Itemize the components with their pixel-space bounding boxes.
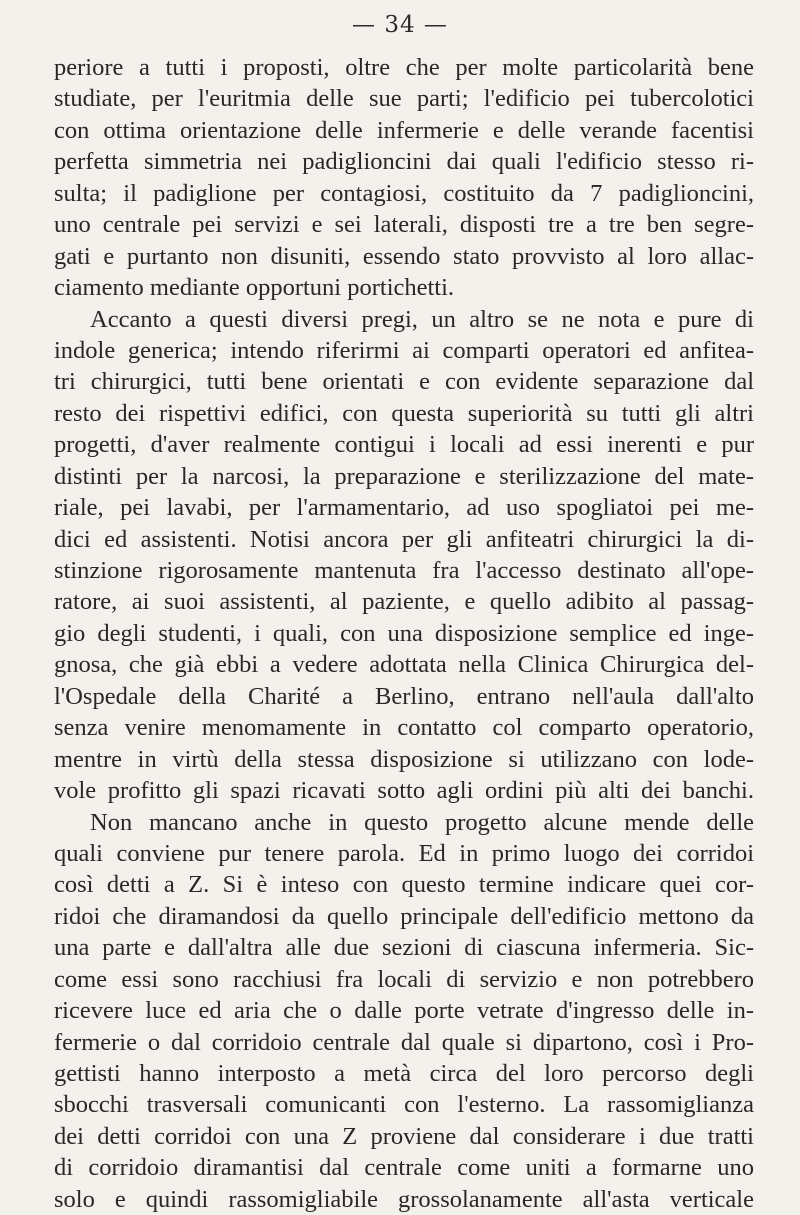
text-line: stinzione rigorosamente mantenuta fra l'accesso destinato all'ope- xyxy=(54,555,754,586)
text-line: l'Ospedale della Charité a Berlino, entrano nell'aula dall'alto xyxy=(54,681,754,712)
text-line: sbocchi trasversali comunicanti con l'esterno. La rassomiglianza xyxy=(54,1089,754,1120)
text-line: di corridoio diramantisi dal centrale come uniti a formarne uno xyxy=(54,1152,754,1183)
text-line: mentre in virtù della stessa disposizione si utilizzano con lode- xyxy=(54,744,754,775)
text-line: tri chirurgici, tutti bene orientati e con evidente separazione dal xyxy=(54,366,754,397)
text-line: uno centrale pei servizi e sei laterali, disposti tre a tre ben segre- xyxy=(54,209,754,240)
text-line: così detti a Z. Si è inteso con questo termine indicare quei cor- xyxy=(54,869,754,900)
body-text xyxy=(54,52,754,1215)
page-number: — 34 — xyxy=(0,12,800,38)
text-line: gnosa, che già ebbi a vedere adottata nella Clinica Chirurgica del- xyxy=(54,649,754,680)
text-line: gio degli studenti, i quali, con una disposizione semplice ed inge- xyxy=(54,618,754,649)
text-line: progetti, d'aver realmente contigui i locali ad essi inerenti e pur xyxy=(54,429,754,460)
text-line: dici ed assistenti. Notisi ancora per gli anfiteatri chirurgici la di- xyxy=(54,524,754,555)
text-line: gettisti hanno interposto a metà circa del loro percorso degli xyxy=(54,1058,754,1089)
text-line: Accanto a questi diversi pregi, un altro se ne nota e pure di xyxy=(54,304,754,335)
text-line: come essi sono racchiusi fra locali di servizio e non potrebbero xyxy=(54,964,754,995)
text-line: perfetta simmetria nei padiglioncini dai quali l'edificio stesso ri- xyxy=(54,146,754,177)
text-line: studiate, per l'euritmia delle sue parti; l'edificio pei tubercolotici xyxy=(54,83,754,114)
paragraph-3 xyxy=(54,807,754,1215)
text-line: una parte e dall'altra alle due sezioni di ciascuna infermeria. Sic- xyxy=(54,932,754,963)
text-line: vole profitto gli spazi ricavati sotto agli ordini più alti dei banchi. xyxy=(54,775,754,806)
text-line: solo e quindi rassomigliabile grossolanamente all'asta verticale xyxy=(54,1184,754,1215)
text-line: ratore, ai suoi assistenti, al paziente, e quello adibito al passag- xyxy=(54,586,754,617)
text-line: ricevere luce ed aria che o dalle porte vetrate d'ingresso delle in- xyxy=(54,995,754,1026)
text-line: senza venire menomamente in contatto col comparto operatorio, xyxy=(54,712,754,743)
text-line: periore a tutti i proposti, oltre che per molte particolarità bene xyxy=(54,52,754,83)
text-line: sulta; il padiglione per contagiosi, costituito da 7 padiglioncini, xyxy=(54,178,754,209)
text-line: dei detti corridoi con una Z proviene dal considerare i due tratti xyxy=(54,1121,754,1152)
text-line: fermerie o dal corridoio centrale dal quale si dipartono, così i Pro- xyxy=(54,1027,754,1058)
text-line: gati e purtanto non disuniti, essendo stato provvisto al loro allac- xyxy=(54,241,754,272)
text-line: con ottima orientazione delle infermerie e delle verande facentisi xyxy=(54,115,754,146)
text-line: distinti per la narcosi, la preparazione e sterilizzazione del mate- xyxy=(54,461,754,492)
text-line: riale, pei lavabi, per l'armamentario, ad uso spogliatoi pei me- xyxy=(54,492,754,523)
text-line: resto dei rispettivi edifici, con questa superiorità su tutti gli altri xyxy=(54,398,754,429)
paragraph-1 xyxy=(54,52,754,304)
text-line: ridoi che diramandosi da quello principale dell'edificio mettono da xyxy=(54,901,754,932)
text-line: indole generica; intendo riferirmi ai comparti operatori ed anfitea- xyxy=(54,335,754,366)
text-line: ciamento mediante opportuni portichetti. xyxy=(54,272,754,303)
text-line: Non mancano anche in questo progetto alcune mende delle xyxy=(54,807,754,838)
paragraph-2 xyxy=(54,304,754,807)
text-line: quali conviene pur tenere parola. Ed in primo luogo dei corridoi xyxy=(54,838,754,869)
